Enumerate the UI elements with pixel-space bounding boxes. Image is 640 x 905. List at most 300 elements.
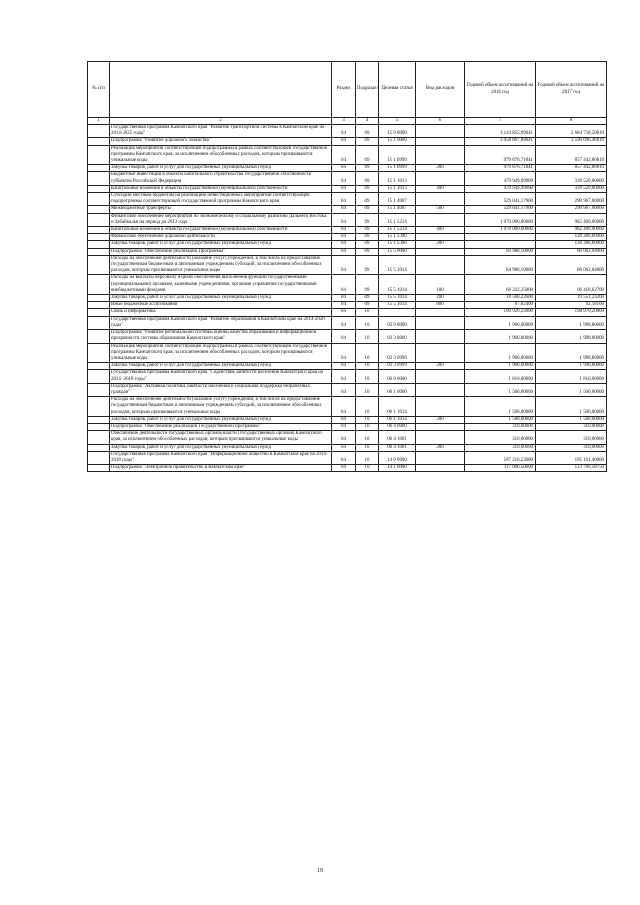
cell-tselevaya: 14 1 0000: [379, 465, 416, 472]
cell-tselevaya: [379, 309, 416, 316]
table-row: [88, 383, 607, 396]
cell-num: [88, 302, 110, 309]
cell-name: Закупка товаров, работ и услуг для государственных (муниципальных) нужд: [110, 241, 332, 248]
cell-podrazdel: 10: [356, 416, 379, 423]
cell-2017: 310,00000: [536, 423, 607, 430]
cell-num: [88, 234, 110, 241]
cell-2016: 84 988,10000: [465, 248, 536, 255]
cell-podrazdel: 09: [356, 302, 379, 309]
cell-razdel: 04: [332, 451, 356, 464]
cell-num: [88, 185, 110, 192]
cell-name: Расходы на выплаты персоналу в целях обеспечения выполнения функций государственными (муниципальными) органами, казенными учреждениями, органами управления государственными внебюджетными фондами: [110, 275, 332, 295]
cell-2016: 979 876,71841: [465, 145, 536, 165]
cell-num: [88, 370, 110, 383]
document-page: [87, 61, 606, 472]
cell-num: [88, 416, 110, 423]
cell-podrazdel: 09: [356, 234, 379, 241]
cell-razdel: 04: [332, 255, 356, 275]
cell-tselevaya: 15 0 0000: [379, 125, 416, 138]
cell-num: [88, 363, 110, 370]
cell-num: [88, 423, 110, 430]
cell-razdel: 04: [332, 165, 356, 172]
cell-name: Государственная программа Камчатского края "Развитие транспортной системы в Камчатском крае на 2014-2025 годы": [110, 125, 332, 138]
cell-tselevaya: 15 1 1013: [379, 185, 416, 192]
table-row: [88, 138, 607, 145]
cell-num: [88, 465, 110, 472]
cell-razdel: 04: [332, 444, 356, 451]
cell-2017: 982 400,00000: [536, 227, 607, 234]
table-row: [88, 248, 607, 255]
cell-2016: 3 058 867,89041: [465, 138, 536, 145]
cell-razdel: 04: [332, 431, 356, 444]
cell-tselevaya: 02 3 0999: [379, 343, 416, 363]
cell-razdel: 04: [332, 227, 356, 234]
cell-podrazdel: 10: [356, 316, 379, 329]
cell-razdel: 04: [332, 316, 356, 329]
cell-vid: 200: [416, 444, 465, 451]
cell-num: [88, 431, 110, 444]
cell-vid: 200: [416, 241, 465, 248]
cell-podrazdel: 09: [356, 255, 379, 275]
cell-2017: 1 998,80000: [536, 343, 607, 363]
cell-2017: 86 062,04000: [536, 248, 607, 255]
cell-vid: [416, 255, 465, 275]
index-cell: 5: [379, 118, 416, 125]
cell-podrazdel: 10: [356, 343, 379, 363]
cell-2017: 339 520,00000: [536, 172, 607, 185]
table-row: [88, 316, 607, 329]
cell-2016: 310,00000: [465, 444, 536, 451]
cell-podrazdel: 09: [356, 172, 379, 185]
cell-2017: 1 500,00000: [536, 397, 607, 417]
header-name: [110, 62, 332, 118]
cell-tselevaya: 02 0 0000: [379, 316, 416, 329]
table-row: [88, 241, 607, 248]
index-cell: 7: [465, 118, 536, 125]
index-cell: 2: [110, 118, 332, 125]
header-2017: Годовой объем ассигнований на 2017 год: [536, 62, 607, 118]
cell-2016: 1 900,00000: [465, 316, 536, 329]
cell-vid: [416, 383, 465, 396]
cell-razdel: 04: [332, 343, 356, 363]
cell-tselevaya: 15 1 0999: [379, 145, 416, 165]
cell-tselevaya: 15 1 0000: [379, 138, 416, 145]
cell-2016: 1 500,00000: [465, 397, 536, 417]
cell-vid: 800: [416, 302, 465, 309]
cell-2017: 857 442,86810: [536, 165, 607, 172]
cell-podrazdel: 10: [356, 397, 379, 417]
cell-2016: 190 920,23000: [465, 309, 536, 316]
cell-num: [88, 451, 110, 464]
cell-name: Расходы на обеспечение деятельности (оказание услуг) учреждений, в том числе на предоставление государственным бюджетным и автономным учреждениям субсидий, за исключением обособленных расходов, которым присваиваются уникальные коды: [110, 255, 332, 275]
cell-vid: [416, 213, 465, 226]
cell-vid: [416, 370, 465, 383]
cell-name: Закупка товаров, работ и услуг для государственных (муниципальных) нужд: [110, 444, 332, 451]
cell-2016: 310,00000: [465, 423, 536, 430]
cell-tselevaya: 15 5 1014: [379, 302, 416, 309]
table-row: [88, 363, 607, 370]
cell-2016: 479 949,99900: [465, 172, 536, 185]
cell-vid: [416, 138, 465, 145]
cell-podrazdel: 10: [356, 330, 379, 343]
cell-tselevaya: 15 1 5214: [379, 227, 416, 234]
header-row: [88, 62, 607, 118]
cell-razdel: 04: [332, 248, 356, 255]
cell-2016: 979 876,71841: [465, 165, 536, 172]
cell-name: Государственная программа Камчатского края "Содействие занятости населения Камчатского края на 2014 -2018 годы": [110, 370, 332, 383]
cell-razdel: 04: [332, 213, 356, 226]
cell-razdel: 04: [332, 234, 356, 241]
cell-name: Государственная программа Камчатского края "Информационное общество в Камчатском крае на 2014-2018 годы": [110, 451, 332, 464]
cell-vid: 200: [416, 165, 465, 172]
cell-razdel: 04: [332, 172, 356, 185]
cell-vid: [416, 431, 465, 444]
cell-2017: 310,00000: [536, 444, 607, 451]
cell-2017: 128 366,60000: [536, 234, 607, 241]
cell-vid: [416, 397, 465, 417]
cell-razdel: 04: [332, 330, 356, 343]
cell-2016: 479 949,99900: [465, 185, 536, 192]
table-row: [88, 125, 607, 138]
cell-2017: 128 366,60000: [536, 241, 607, 248]
index-cell: 8: [536, 118, 607, 125]
cell-2017: 123 700,58750: [536, 465, 607, 472]
cell-2017: 2 596 696,46810: [536, 138, 607, 145]
cell-name: Подпрограмма "Обеспечение реализации Государственной программы": [110, 423, 332, 430]
header-2016: Годовой объем ассигнований на 2016 год: [465, 62, 536, 118]
cell-num: [88, 397, 110, 417]
cell-name: Государственная программа Камчатского края "Развитие образования в Камчатском крае на 2014-2020 годы": [110, 316, 332, 329]
cell-num: [88, 172, 110, 185]
cell-podrazdel: 09: [356, 248, 379, 255]
cell-name: Капитальные вложения в объекты государственной (муниципальной) собственности: [110, 227, 332, 234]
cell-2016: 529 041,17900: [465, 206, 536, 213]
header-podrazdel: Подраздел: [356, 62, 379, 118]
cell-name: Капитальные вложения в объекты государственной (муниципальной) собственности: [110, 185, 332, 192]
cell-name: Бюджетные инвестиции в объекты капитального строительства государственной собственности субъектов Российской Федерации: [110, 172, 332, 185]
cell-razdel: 04: [332, 370, 356, 383]
cell-name: Финансовое обеспечение мероприятий по экономическому и социальному развитию Дальнего Востока и Забайкалья на период до 2013 года: [110, 213, 332, 226]
cell-2017: 1 500,00000: [536, 416, 607, 423]
table-row: [88, 227, 607, 234]
cell-2016: 87,62400: [465, 302, 536, 309]
table-row: [88, 206, 607, 213]
cell-razdel: 04: [332, 363, 356, 370]
cell-vid: 400: [416, 185, 465, 192]
cell-podrazdel: 10: [356, 423, 379, 430]
cell-name: Межбюджетные трансферты: [110, 206, 332, 213]
cell-2016: 1 810,00000: [465, 370, 536, 383]
cell-2017: 1 998,80000: [536, 316, 607, 329]
cell-2016: 18 568,22600: [465, 295, 536, 302]
cell-2017: 198 970,20000: [536, 309, 607, 316]
cell-vid: [416, 451, 465, 464]
cell-podrazdel: 10: [356, 465, 379, 472]
cell-vid: 400: [416, 227, 465, 234]
cell-vid: [416, 316, 465, 329]
index-cell: 6: [416, 118, 465, 125]
index-row: [88, 118, 607, 125]
cell-2016: [465, 234, 536, 241]
cell-name: Иные бюджетные ассигнования: [110, 302, 332, 309]
cell-num: [88, 145, 110, 165]
cell-tselevaya: 15 5 1014: [379, 275, 416, 295]
cell-tselevaya: 15 5 1014: [379, 295, 416, 302]
index-cell: 3: [332, 118, 356, 125]
cell-num: [88, 241, 110, 248]
cell-2017: 310,00000: [536, 431, 607, 444]
cell-num: [88, 125, 110, 138]
header-tselevaya: Целевая статья: [379, 62, 416, 118]
cell-tselevaya: 02 3 0000: [379, 330, 416, 343]
cell-vid: 100: [416, 275, 465, 295]
cell-tselevaya: 06 1 1014: [379, 397, 416, 417]
cell-2016: 84 988,10000: [465, 255, 536, 275]
cell-vid: [416, 125, 465, 138]
table-row: [88, 185, 607, 192]
table-row: [88, 145, 607, 165]
cell-2016: [465, 241, 536, 248]
cell-name: Подпрограмма "Обеспечение реализации Программы": [110, 248, 332, 255]
cell-razdel: 04: [332, 138, 356, 145]
cell-tselevaya: 15 1 5390: [379, 234, 416, 241]
cell-razdel: 04: [332, 145, 356, 165]
cell-razdel: 04: [332, 465, 356, 472]
cell-podrazdel: 09: [356, 275, 379, 295]
cell-tselevaya: 15 1 4007: [379, 193, 416, 206]
cell-num: [88, 248, 110, 255]
cell-num: [88, 138, 110, 145]
cell-2017: 1 998,80000: [536, 330, 607, 343]
table-row: [88, 302, 607, 309]
cell-razdel: 04: [332, 206, 356, 213]
cell-num: [88, 165, 110, 172]
cell-name: Закупка товаров, работ и услуг для государственных (муниципальных) нужд: [110, 295, 332, 302]
cell-razdel: 04: [332, 193, 356, 206]
table-row: [88, 234, 607, 241]
budget-table: [87, 61, 607, 472]
cell-razdel: 04: [332, 275, 356, 295]
cell-razdel: 04: [332, 241, 356, 248]
cell-name: Закупка товаров, работ и услуг для государственных (муниципальных) нужд: [110, 416, 332, 423]
cell-razdel: 04: [332, 309, 356, 316]
cell-razdel: 04: [332, 295, 356, 302]
index-cell: 4: [356, 118, 379, 125]
table-row: [88, 309, 607, 316]
page-number: 19: [317, 868, 323, 874]
cell-podrazdel: 10: [356, 363, 379, 370]
cell-name: Расходы на обеспечение деятельности (оказание услуг) учреждений, в том числе на предоставление государственным бюджетным и автономным учреждениям субсидий, за исключением обособленных расходов, которым присваиваются уникальные коды: [110, 397, 332, 417]
cell-tselevaya: 15 5 0000: [379, 248, 416, 255]
cell-vid: 200: [416, 416, 465, 423]
header-num: № п/п: [88, 62, 110, 118]
cell-vid: [416, 193, 465, 206]
cell-2017: 290 967,00000: [536, 206, 607, 213]
cell-podrazdel: 10: [356, 431, 379, 444]
cell-tselevaya: 15 5 1014: [379, 255, 416, 275]
cell-num: [88, 309, 110, 316]
cell-2016: 1 900,00000: [465, 343, 536, 363]
cell-num: [88, 193, 110, 206]
table-row: [88, 193, 607, 206]
cell-vid: [416, 465, 465, 472]
cell-name: Подпрограмма "Активная политика занятости населения и социальная поддержка безработных граждан": [110, 383, 332, 396]
cell-podrazdel: 09: [356, 227, 379, 234]
cell-razdel: 04: [332, 397, 356, 417]
cell-vid: [416, 309, 465, 316]
cell-2017: 92,18100: [536, 302, 607, 309]
table-row: [88, 465, 607, 472]
cell-num: [88, 206, 110, 213]
cell-vid: [416, 234, 465, 241]
cell-tselevaya: 15 1 1013: [379, 172, 416, 185]
table-row: [88, 423, 607, 430]
cell-2016: 187 210,23000: [465, 451, 536, 464]
cell-2017: 982 400,00000: [536, 213, 607, 226]
table-row: [88, 397, 607, 417]
cell-podrazdel: 09: [356, 165, 379, 172]
cell-2016: 529 041,17900: [465, 193, 536, 206]
cell-2017: 857 442,86810: [536, 145, 607, 165]
cell-razdel: 04: [332, 383, 356, 396]
cell-podrazdel: 10: [356, 370, 379, 383]
cell-2016: 1 500,00000: [465, 416, 536, 423]
cell-name: Реализация мероприятий соответствующей подпрограммы в рамках соответствующей государственной программы Камчатского края, за исключением обособленных расходов, которым присваиваются уникальные коды: [110, 343, 332, 363]
cell-num: [88, 227, 110, 234]
cell-num: [88, 316, 110, 329]
cell-2016: 1 900,00000: [465, 363, 536, 370]
cell-2017: 195 161,40000: [536, 451, 607, 464]
cell-2016: 310,00000: [465, 431, 536, 444]
cell-num: [88, 343, 110, 363]
cell-tselevaya: 06 1 0000: [379, 383, 416, 396]
cell-vid: [416, 248, 465, 255]
cell-podrazdel: 10: [356, 383, 379, 396]
cell-tselevaya: 15 1 5390: [379, 241, 416, 248]
cell-podrazdel: 10: [356, 451, 379, 464]
cell-2017: 339 520,00000: [536, 185, 607, 192]
cell-num: [88, 295, 110, 302]
cell-2016: 1 070 000,00000: [465, 213, 536, 226]
cell-tselevaya: 06 1 1014: [379, 416, 416, 423]
cell-podrazdel: 09: [356, 125, 379, 138]
table-row: [88, 451, 607, 464]
table-row: [88, 165, 607, 172]
cell-tselevaya: 15 1 5214: [379, 213, 416, 226]
cell-2017: 290 967,00000: [536, 193, 607, 206]
cell-name: Реализация мероприятий соответствующей подпрограммы в рамках соответствующей государственной программы Камчатского края, за исключением обособленных расходов, которым присваиваются уникальные коды: [110, 145, 332, 165]
cell-2017: 1 998,80000: [536, 363, 607, 370]
cell-tselevaya: 14 0 0000: [379, 451, 416, 464]
table-body: [88, 125, 607, 472]
table-row: [88, 444, 607, 451]
cell-tselevaya: 06 0 0000: [379, 370, 416, 383]
cell-2016: 1 500,00000: [465, 383, 536, 396]
table-row: [88, 416, 607, 423]
cell-2016: 117 006,50000: [465, 465, 536, 472]
cell-razdel: 04: [332, 423, 356, 430]
cell-num: [88, 275, 110, 295]
cell-2017: 1 500,00000: [536, 383, 607, 396]
cell-razdel: 04: [332, 185, 356, 192]
cell-2017: 86 062,04000: [536, 255, 607, 275]
cell-num: [88, 255, 110, 275]
cell-podrazdel: 10: [356, 444, 379, 451]
cell-num: [88, 383, 110, 396]
cell-2017: 19 551,23200: [536, 295, 607, 302]
cell-podrazdel: 09: [356, 295, 379, 302]
table-row: [88, 213, 607, 226]
cell-vid: [416, 172, 465, 185]
cell-vid: [416, 145, 465, 165]
cell-vid: [416, 423, 465, 430]
table-row: [88, 255, 607, 275]
cell-num: [88, 330, 110, 343]
header-razdel: Раздел: [332, 62, 356, 118]
cell-vid: 200: [416, 295, 465, 302]
cell-name: Связь и информатика: [110, 309, 332, 316]
cell-name: Закупка товаров, работ и услуг для государственных (муниципальных) нужд: [110, 165, 332, 172]
table-row: [88, 295, 607, 302]
table-row: [88, 370, 607, 383]
cell-2017: 1 810,00000: [536, 370, 607, 383]
cell-num: [88, 213, 110, 226]
cell-name: Подпрограмма "Развитие дорожного хозяйства": [110, 138, 332, 145]
cell-name: Субсидии местным бюджетам на реализацию инвестиционных мероприятий соответствующей подпрограммы соответствующей государственной программы Камчатского края: [110, 193, 332, 206]
table-row: [88, 330, 607, 343]
cell-tselevaya: 06 4 1001: [379, 431, 416, 444]
cell-name: Закупка товаров, работ и услуг для государственных (муниципальных) нужд: [110, 363, 332, 370]
index-cell: 1: [88, 118, 110, 125]
cell-name: Финансовое обеспечение дорожной деятельности: [110, 234, 332, 241]
cell-2016: 1 070 000,00000: [465, 227, 536, 234]
cell-podrazdel: 09: [356, 213, 379, 226]
cell-vid: [416, 330, 465, 343]
cell-2016: 3 143 855,99041: [465, 125, 536, 138]
cell-podrazdel: 09: [356, 206, 379, 213]
cell-vid: [416, 343, 465, 363]
cell-podrazdel: 09: [356, 193, 379, 206]
cell-vid: 500: [416, 206, 465, 213]
cell-razdel: 04: [332, 125, 356, 138]
cell-podrazdel: 10: [356, 309, 379, 316]
cell-2017: 66 418,62700: [536, 275, 607, 295]
cell-name: Подпрограмма "Развитие региональной системы оценки качества образования и информационной прозрачности системы образования Камчатского края": [110, 330, 332, 343]
cell-razdel: 04: [332, 416, 356, 423]
cell-tselevaya: 15 1 0999: [379, 165, 416, 172]
table-row: [88, 343, 607, 363]
cell-podrazdel: 09: [356, 138, 379, 145]
table-row: [88, 431, 607, 444]
cell-2017: 2 684 758,50810: [536, 125, 607, 138]
cell-vid: 200: [416, 363, 465, 370]
header-vid: Вид расходов: [416, 62, 465, 118]
cell-num: [88, 444, 110, 451]
cell-podrazdel: 09: [356, 145, 379, 165]
cell-podrazdel: 09: [356, 185, 379, 192]
cell-tselevaya: 06 4 0000: [379, 423, 416, 430]
cell-tselevaya: 15 1 4007: [379, 206, 416, 213]
cell-name: Подпрограмма "Электронное правительство в Камчатском крае": [110, 465, 332, 472]
cell-podrazdel: 09: [356, 241, 379, 248]
cell-2016: 1 900,00000: [465, 330, 536, 343]
cell-2016: 66 332,25000: [465, 275, 536, 295]
cell-tselevaya: 02 3 0999: [379, 363, 416, 370]
table-row: [88, 275, 607, 295]
cell-razdel: 04: [332, 302, 356, 309]
cell-tselevaya: 06 4 1001: [379, 444, 416, 451]
cell-name: Обеспечение деятельности государственных органов власти (государственных органов) Камчатского края, за исключением обособленных расходов, которым присваиваются уникальные коды: [110, 431, 332, 444]
